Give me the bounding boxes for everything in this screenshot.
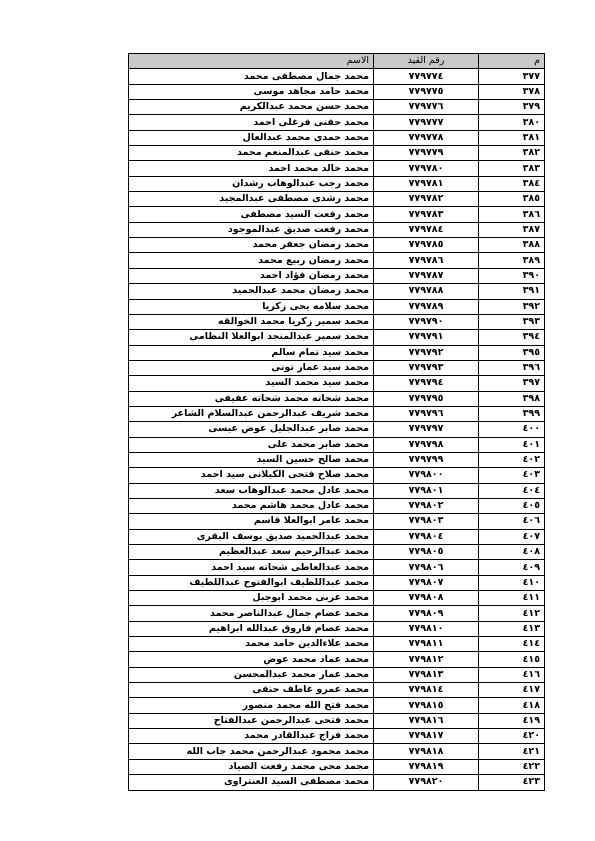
- row-number-cell: ٣٨٣: [479, 161, 545, 176]
- row-number-cell: ٤٠٠: [479, 422, 545, 437]
- row-number-cell: ٣٨٩: [479, 253, 545, 268]
- table-row: [129, 637, 545, 652]
- table-row: [129, 422, 545, 437]
- registration-number-cell: ٧٧٩٧٩٦: [374, 406, 479, 421]
- student-roster-table: [128, 53, 545, 791]
- row-number-cell: ٣٩٥: [479, 345, 545, 360]
- student-name-cell: محمد سمير عبدالمنجد ابوالعلا النظامى: [129, 330, 374, 345]
- registration-number-cell: ٧٧٩٨١١: [374, 637, 479, 652]
- registration-number-cell: ٧٧٩٨١٧: [374, 729, 479, 744]
- student-name-cell: محمد علاءالدين حامد محمد: [129, 637, 374, 652]
- registration-number-cell: ٧٧٩٧٩٣: [374, 360, 479, 375]
- table-row: [129, 238, 545, 253]
- student-name-cell: محمد فراج عبدالقادر محمد: [129, 729, 374, 744]
- row-number-cell: ٣٨١: [479, 130, 545, 145]
- row-number-cell: ٣٨٠: [479, 115, 545, 130]
- student-name-cell: محمد حنفى عبدالمنعم محمد: [129, 146, 374, 161]
- row-number-cell: ٤٠٦: [479, 514, 545, 529]
- table-row: [129, 698, 545, 713]
- table-row: [129, 330, 545, 345]
- table-row: [129, 253, 545, 268]
- table-row: [129, 713, 545, 728]
- student-name-cell: محمد سيد تمام سالم: [129, 345, 374, 360]
- table-row: [129, 69, 545, 84]
- student-name-cell: محمد عادل محمد عبدالوهاب سعد: [129, 483, 374, 498]
- row-number-cell: ٤١٩: [479, 713, 545, 728]
- student-name-cell: محمد عمار محمد عبدالمحسن: [129, 667, 374, 682]
- row-number-cell: ٤١١: [479, 591, 545, 606]
- registration-number-cell: ٧٧٩٨١٢: [374, 652, 479, 667]
- student-name-cell: محمد محمود عبدالرحمن محمد جاب الله: [129, 744, 374, 759]
- registration-number-cell: ٧٧٩٨٠٥: [374, 545, 479, 560]
- table-row: [129, 115, 545, 130]
- row-number-cell: ٣٩١: [479, 284, 545, 299]
- registration-number-cell: ٧٧٩٨٠٠: [374, 468, 479, 483]
- row-number-cell: ٤٢٠: [479, 729, 545, 744]
- student-name-cell: محمد عبدالعاطى شحاته سيد احمد: [129, 560, 374, 575]
- student-name-cell: محمد عربى محمد ابوجبل: [129, 591, 374, 606]
- registration-number-cell: ٧٧٩٧٨٦: [374, 253, 479, 268]
- row-number-cell: ٣٧٧: [479, 69, 545, 84]
- registration-number-cell: ٧٧٩٨١٨: [374, 744, 479, 759]
- registration-number-cell: ٧٧٩٨٠٧: [374, 575, 479, 590]
- row-number-cell: ٤١٨: [479, 698, 545, 713]
- student-name-cell: محمد رمضان فؤاد احمد: [129, 268, 374, 283]
- registration-number-cell: ٧٧٩٧٨٠: [374, 161, 479, 176]
- row-number-cell: ٣٩٠: [479, 268, 545, 283]
- student-name-cell: محمد عبداللطيف ابوالفتوح عبداللطيف: [129, 575, 374, 590]
- student-name-cell: محمد حمدى محمد عبدالعال: [129, 130, 374, 145]
- student-name-cell: محمد رفعت السيد مصطفى: [129, 207, 374, 222]
- registration-number-cell: ٧٧٩٧٧٧: [374, 115, 479, 130]
- registration-number-cell: ٧٧٩٨٠٨: [374, 591, 479, 606]
- row-number-cell: ٤٠٨: [479, 545, 545, 560]
- row-number-cell: ٣٧٨: [479, 84, 545, 99]
- row-number-cell: ٤١٥: [479, 652, 545, 667]
- row-number-cell: ٣٨٨: [479, 238, 545, 253]
- table-row: [129, 483, 545, 498]
- registration-number-cell: ٧٧٩٧٨٧: [374, 268, 479, 283]
- student-name-cell: محمد عصام جمال عبدالناصر محمد: [129, 606, 374, 621]
- student-name-cell: محمد عامر ابوالعلا قاسم: [129, 514, 374, 529]
- student-name-cell: محمد شريف عبدالرحمن عبدالسلام الشاعر: [129, 406, 374, 421]
- row-number-cell: ٤١٤: [479, 637, 545, 652]
- student-name-cell: محمد رجب عبدالوهاب رشدان: [129, 176, 374, 191]
- table-row: [129, 192, 545, 207]
- registration-number-cell: ٧٧٩٨١٠: [374, 621, 479, 636]
- student-name-cell: محمد سمير زكريا محمد الخوالقه: [129, 314, 374, 329]
- student-name-cell: محمد سيد محمد السيد: [129, 376, 374, 391]
- registration-number-cell: ٧٧٩٨٠٦: [374, 560, 479, 575]
- row-number-cell: ٤٠٤: [479, 483, 545, 498]
- student-name-cell: محمد رمضان جعفر محمد: [129, 238, 374, 253]
- registration-number-cell: ٧٧٩٧٩٧: [374, 422, 479, 437]
- table-body: [129, 69, 545, 790]
- table-row: [129, 100, 545, 115]
- row-number-cell: ٤٠٢: [479, 452, 545, 467]
- row-number-cell: ٣٩٨: [479, 391, 545, 406]
- registration-number-cell: ٧٧٩٧٨٣: [374, 207, 479, 222]
- table-row: [129, 775, 545, 790]
- registration-number-cell: ٧٧٩٧٧٤: [374, 69, 479, 84]
- student-name-cell: محمد فتح الله محمد منصور: [129, 698, 374, 713]
- table-row: [129, 591, 545, 606]
- registration-number-cell: ٧٧٩٨٠٣: [374, 514, 479, 529]
- registration-number-cell: ٧٧٩٨٢٠: [374, 775, 479, 790]
- registration-number-cell: ٧٧٩٧٩٥: [374, 391, 479, 406]
- row-number-cell: ٣٨٦: [479, 207, 545, 222]
- table-row: [129, 729, 545, 744]
- row-number-cell: ٣٩٤: [479, 330, 545, 345]
- row-number-cell: ٣٨٢: [479, 146, 545, 161]
- table-row: [129, 146, 545, 161]
- registration-number-cell: ٧٧٩٧٨١: [374, 176, 479, 191]
- registration-number-cell: ٧٧٩٧٨٢: [374, 192, 479, 207]
- student-name-cell: محمد صالح حسين السيد: [129, 452, 374, 467]
- row-number-cell: ٤٠٥: [479, 498, 545, 513]
- table-row: [129, 299, 545, 314]
- registration-number-cell: ٧٧٩٧٨٥: [374, 238, 479, 253]
- registration-number-cell: ٧٧٩٨٠١: [374, 483, 479, 498]
- student-name-cell: محمد خالد محمد احمد: [129, 161, 374, 176]
- table-row: [129, 529, 545, 544]
- student-name-cell: محمد حفنى فرغلى احمد: [129, 115, 374, 130]
- row-number-cell: ٣٩٧: [479, 376, 545, 391]
- row-number-cell: ٣٨٥: [479, 192, 545, 207]
- row-number-cell: ٤١٠: [479, 575, 545, 590]
- row-number-cell: ٣٩٣: [479, 314, 545, 329]
- student-name-cell: محمد عادل محمد هاشم محمد: [129, 498, 374, 513]
- student-name-cell: محمد رفعت صديق عبدالموجود: [129, 222, 374, 237]
- registration-number-cell: ٧٧٩٨١٤: [374, 683, 479, 698]
- row-number-cell: ٤٠٣: [479, 468, 545, 483]
- row-number-cell: ٤٢٢: [479, 759, 545, 774]
- registration-number-cell: ٧٧٩٧٩٨: [374, 437, 479, 452]
- table-row: [129, 314, 545, 329]
- table-row: [129, 376, 545, 391]
- registration-number-cell: ٧٧٩٧٧٨: [374, 130, 479, 145]
- table-row: [129, 545, 545, 560]
- registration-number-cell: ٧٧٩٨١٣: [374, 667, 479, 682]
- registration-number-cell: ٧٧٩٧٧٩: [374, 146, 479, 161]
- registration-number-cell: ٧٧٩٨٠٩: [374, 606, 479, 621]
- row-number-cell: ٤٢١: [479, 744, 545, 759]
- table-row: [129, 406, 545, 421]
- header-row: [129, 54, 545, 69]
- table-row: [129, 84, 545, 99]
- registration-number-cell: ٧٧٩٨٠٤: [374, 529, 479, 544]
- table-row: [129, 468, 545, 483]
- student-name-cell: محمد صابر عبدالجليل عوض عيسى: [129, 422, 374, 437]
- registration-number-cell: ٧٧٩٧٨٤: [374, 222, 479, 237]
- registration-number-cell: ٧٧٩٧٩٤: [374, 376, 479, 391]
- row-number-cell: ٤١٦: [479, 667, 545, 682]
- row-number-cell: ٣٨٤: [479, 176, 545, 191]
- table-row: [129, 575, 545, 590]
- registration-number-cell: ٧٧٩٧٩٩: [374, 452, 479, 467]
- column-header-name: الاسم: [129, 54, 374, 69]
- student-name-cell: محمد جمال مصطفى محمد: [129, 69, 374, 84]
- student-name-cell: محمد عمرو عاطف حنفى: [129, 683, 374, 698]
- table-row: [129, 621, 545, 636]
- student-name-cell: محمد عماد محمد عوض: [129, 652, 374, 667]
- student-name-cell: محمد صلاح فتحى الكيلانى سيد احمد: [129, 468, 374, 483]
- registration-number-cell: ٧٧٩٧٨٩: [374, 299, 479, 314]
- row-number-cell: ٣٨٧: [479, 222, 545, 237]
- table-row: [129, 514, 545, 529]
- student-name-cell: محمد رمضان محمد عبدالحميد: [129, 284, 374, 299]
- row-number-cell: ٤١٢: [479, 606, 545, 621]
- table-row: [129, 222, 545, 237]
- row-number-cell: ٤١٧: [479, 683, 545, 698]
- student-name-cell: محمد صابر محمد على: [129, 437, 374, 452]
- row-number-cell: ٤٠٩: [479, 560, 545, 575]
- row-number-cell: ٣٩٩: [479, 406, 545, 421]
- table-row: [129, 207, 545, 222]
- row-number-cell: ٤٢٣: [479, 775, 545, 790]
- table-row: [129, 606, 545, 621]
- student-name-cell: محمد شحاته محمد شحاته عفيفى: [129, 391, 374, 406]
- registration-number-cell: ٧٧٩٨٠٢: [374, 498, 479, 513]
- student-name-cell: محمد عبدالحميد صديق يوسف البقرى: [129, 529, 374, 544]
- registration-number-cell: ٧٧٩٧٩٠: [374, 314, 479, 329]
- student-name-cell: محمد رمضان ربيع محمد: [129, 253, 374, 268]
- table-row: [129, 284, 545, 299]
- table-row: [129, 360, 545, 375]
- row-number-cell: ٣٧٩: [479, 100, 545, 115]
- registration-number-cell: ٧٧٩٧٧٥: [374, 84, 479, 99]
- registration-number-cell: ٧٧٩٨١٩: [374, 759, 479, 774]
- student-name-cell: محمد سلامه يحى زكريا: [129, 299, 374, 314]
- table-row: [129, 176, 545, 191]
- table-row: [129, 498, 545, 513]
- table-row: [129, 130, 545, 145]
- student-name-cell: محمد حامد مجاهد موسى: [129, 84, 374, 99]
- table-row: [129, 683, 545, 698]
- table-row: [129, 759, 545, 774]
- student-name-cell: محمد عصام فاروق عبدالله ابراهيم: [129, 621, 374, 636]
- row-number-cell: ٤٠١: [479, 437, 545, 452]
- student-name-cell: محمد رشدى مصطفى عبدالمجيد: [129, 192, 374, 207]
- column-header-registration: رقم القيد: [374, 54, 479, 69]
- table-row: [129, 437, 545, 452]
- table-row: [129, 452, 545, 467]
- table-row: [129, 652, 545, 667]
- row-number-cell: ٤١٣: [479, 621, 545, 636]
- registration-number-cell: ٧٧٩٨١٦: [374, 713, 479, 728]
- table-row: [129, 161, 545, 176]
- student-name-cell: محمد محى محمد رفعت الصياد: [129, 759, 374, 774]
- table-row: [129, 345, 545, 360]
- student-name-cell: محمد مصطفى السيد العنتراوى: [129, 775, 374, 790]
- student-name-cell: محمد فتحى عبدالرحمن عبدالفتاح: [129, 713, 374, 728]
- table-row: [129, 268, 545, 283]
- registration-number-cell: ٧٧٩٨١٥: [374, 698, 479, 713]
- row-number-cell: ٤٠٧: [479, 529, 545, 544]
- table-row: [129, 667, 545, 682]
- student-name-cell: محمد حسن محمد عبدالكريم: [129, 100, 374, 115]
- column-header-number: م: [479, 54, 545, 69]
- student-name-cell: محمد عبدالرحيم سعد عبدالعظيم: [129, 545, 374, 560]
- table-row: [129, 560, 545, 575]
- table-row: [129, 744, 545, 759]
- registration-number-cell: ٧٧٩٧٧٦: [374, 100, 479, 115]
- student-name-cell: محمد سيد عمار تونى: [129, 360, 374, 375]
- table-header: [129, 54, 545, 69]
- row-number-cell: ٣٩٦: [479, 360, 545, 375]
- registration-number-cell: ٧٧٩٧٩١: [374, 330, 479, 345]
- registration-number-cell: ٧٧٩٧٩٢: [374, 345, 479, 360]
- table-row: [129, 391, 545, 406]
- registration-number-cell: ٧٧٩٧٨٨: [374, 284, 479, 299]
- row-number-cell: ٣٩٢: [479, 299, 545, 314]
